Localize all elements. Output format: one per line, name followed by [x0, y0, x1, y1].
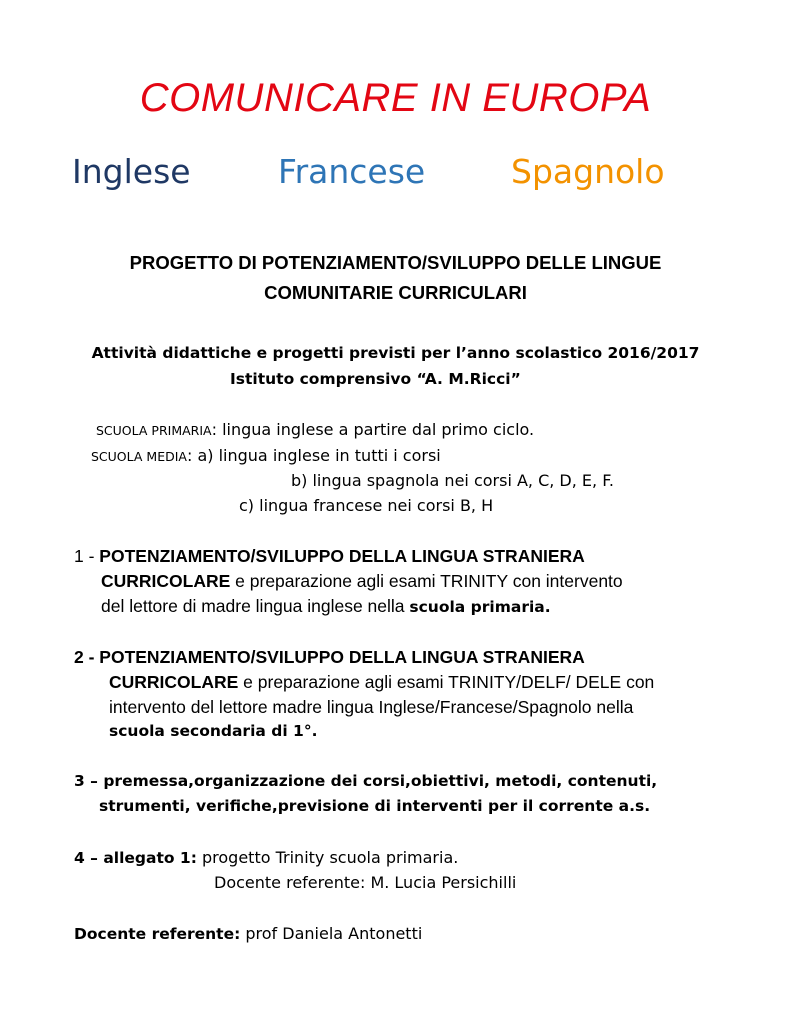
item-2-line3: intervento del lettore madre lingua Inglese/Francese/Spagnolo nella [109, 697, 634, 717]
item-2-title: 2 - POTENZIAMENTO/SVILUPPO DELLA LINGUA STRANIERA [74, 647, 585, 667]
item-4-line1 [74, 848, 458, 867]
item-4-label: 4 – allegato 1: [74, 849, 197, 867]
project-heading-line1: PROGETTO DI POTENZIAMENTO/SVILUPPO DELLE LINGUE [129, 252, 662, 273]
item-3-line2: strumenti, verifiche,previsione di interventi per il corrente a.s. [99, 797, 651, 815]
item-1-line2 [101, 571, 623, 592]
project-heading-line2: COMUNITARIE CURRICULARI [264, 282, 527, 303]
middle-school-row [91, 446, 441, 465]
footer-name: prof Daniela Antonetti [240, 924, 423, 943]
primary-school-text: : lingua inglese a partire dal primo ciclo. [211, 420, 535, 439]
primary-school-label: SCUOLA PRIMARIA [96, 423, 212, 438]
language-french: Francese [278, 152, 426, 191]
item-1-text-2: del lettore di madre lingua inglese nella [101, 596, 410, 616]
middle-school-text-c: c) lingua francese nei corsi B, H [239, 496, 494, 515]
middle-school-label: SCUOLA MEDIA [91, 449, 187, 464]
item-2-text: e preparazione agli esami TRINITY/DELF/ DELE con [238, 672, 655, 692]
primary-school-row [96, 420, 534, 439]
footer-label: Docente referente: [74, 925, 241, 943]
language-english: Inglese [72, 152, 191, 191]
item-1-title: POTENZIAMENTO/SVILUPPO DELLA LINGUA STRANIERA [99, 546, 585, 566]
item-1-scuola-primaria: scuola primaria. [409, 598, 551, 616]
item-1-curricolare: CURRICOLARE [101, 571, 231, 591]
middle-school-text-a: : a) lingua inglese in tutti i corsi [186, 446, 441, 465]
item-3-line1: 3 – premessa,organizzazione dei corsi,obiettivi, metodi, contenuti, [74, 772, 658, 790]
item-1-text: e preparazione agli esami TRINITY con intervento [230, 571, 623, 591]
document-title: COMUNICARE IN EUROPA [139, 76, 652, 120]
item-2-curricolare: CURRICOLARE [109, 672, 239, 692]
item-2-scuola-secondaria: scuola secondaria di 1°. [109, 722, 318, 740]
item-1-line3 [101, 596, 551, 617]
middle-school-text-b: b) lingua spagnola nei corsi A, C, D, E, F. [291, 471, 614, 490]
item-1-line1 [74, 546, 585, 567]
item-1-number: 1 - [74, 546, 100, 566]
language-spanish: Spagnolo [511, 152, 665, 191]
footer-referent [74, 924, 422, 943]
activities-line2: Istituto comprensivo “A. M.Ricci” [230, 370, 521, 388]
activities-line1: Attività didattiche e progetti previsti per l’anno scolastico 2016/2017 [91, 344, 700, 362]
item-2-line2 [109, 672, 654, 693]
item-4-line2: Docente referente: M. Lucia Persichilli [214, 873, 517, 892]
item-4-text: progetto Trinity scuola primaria. [196, 848, 459, 867]
